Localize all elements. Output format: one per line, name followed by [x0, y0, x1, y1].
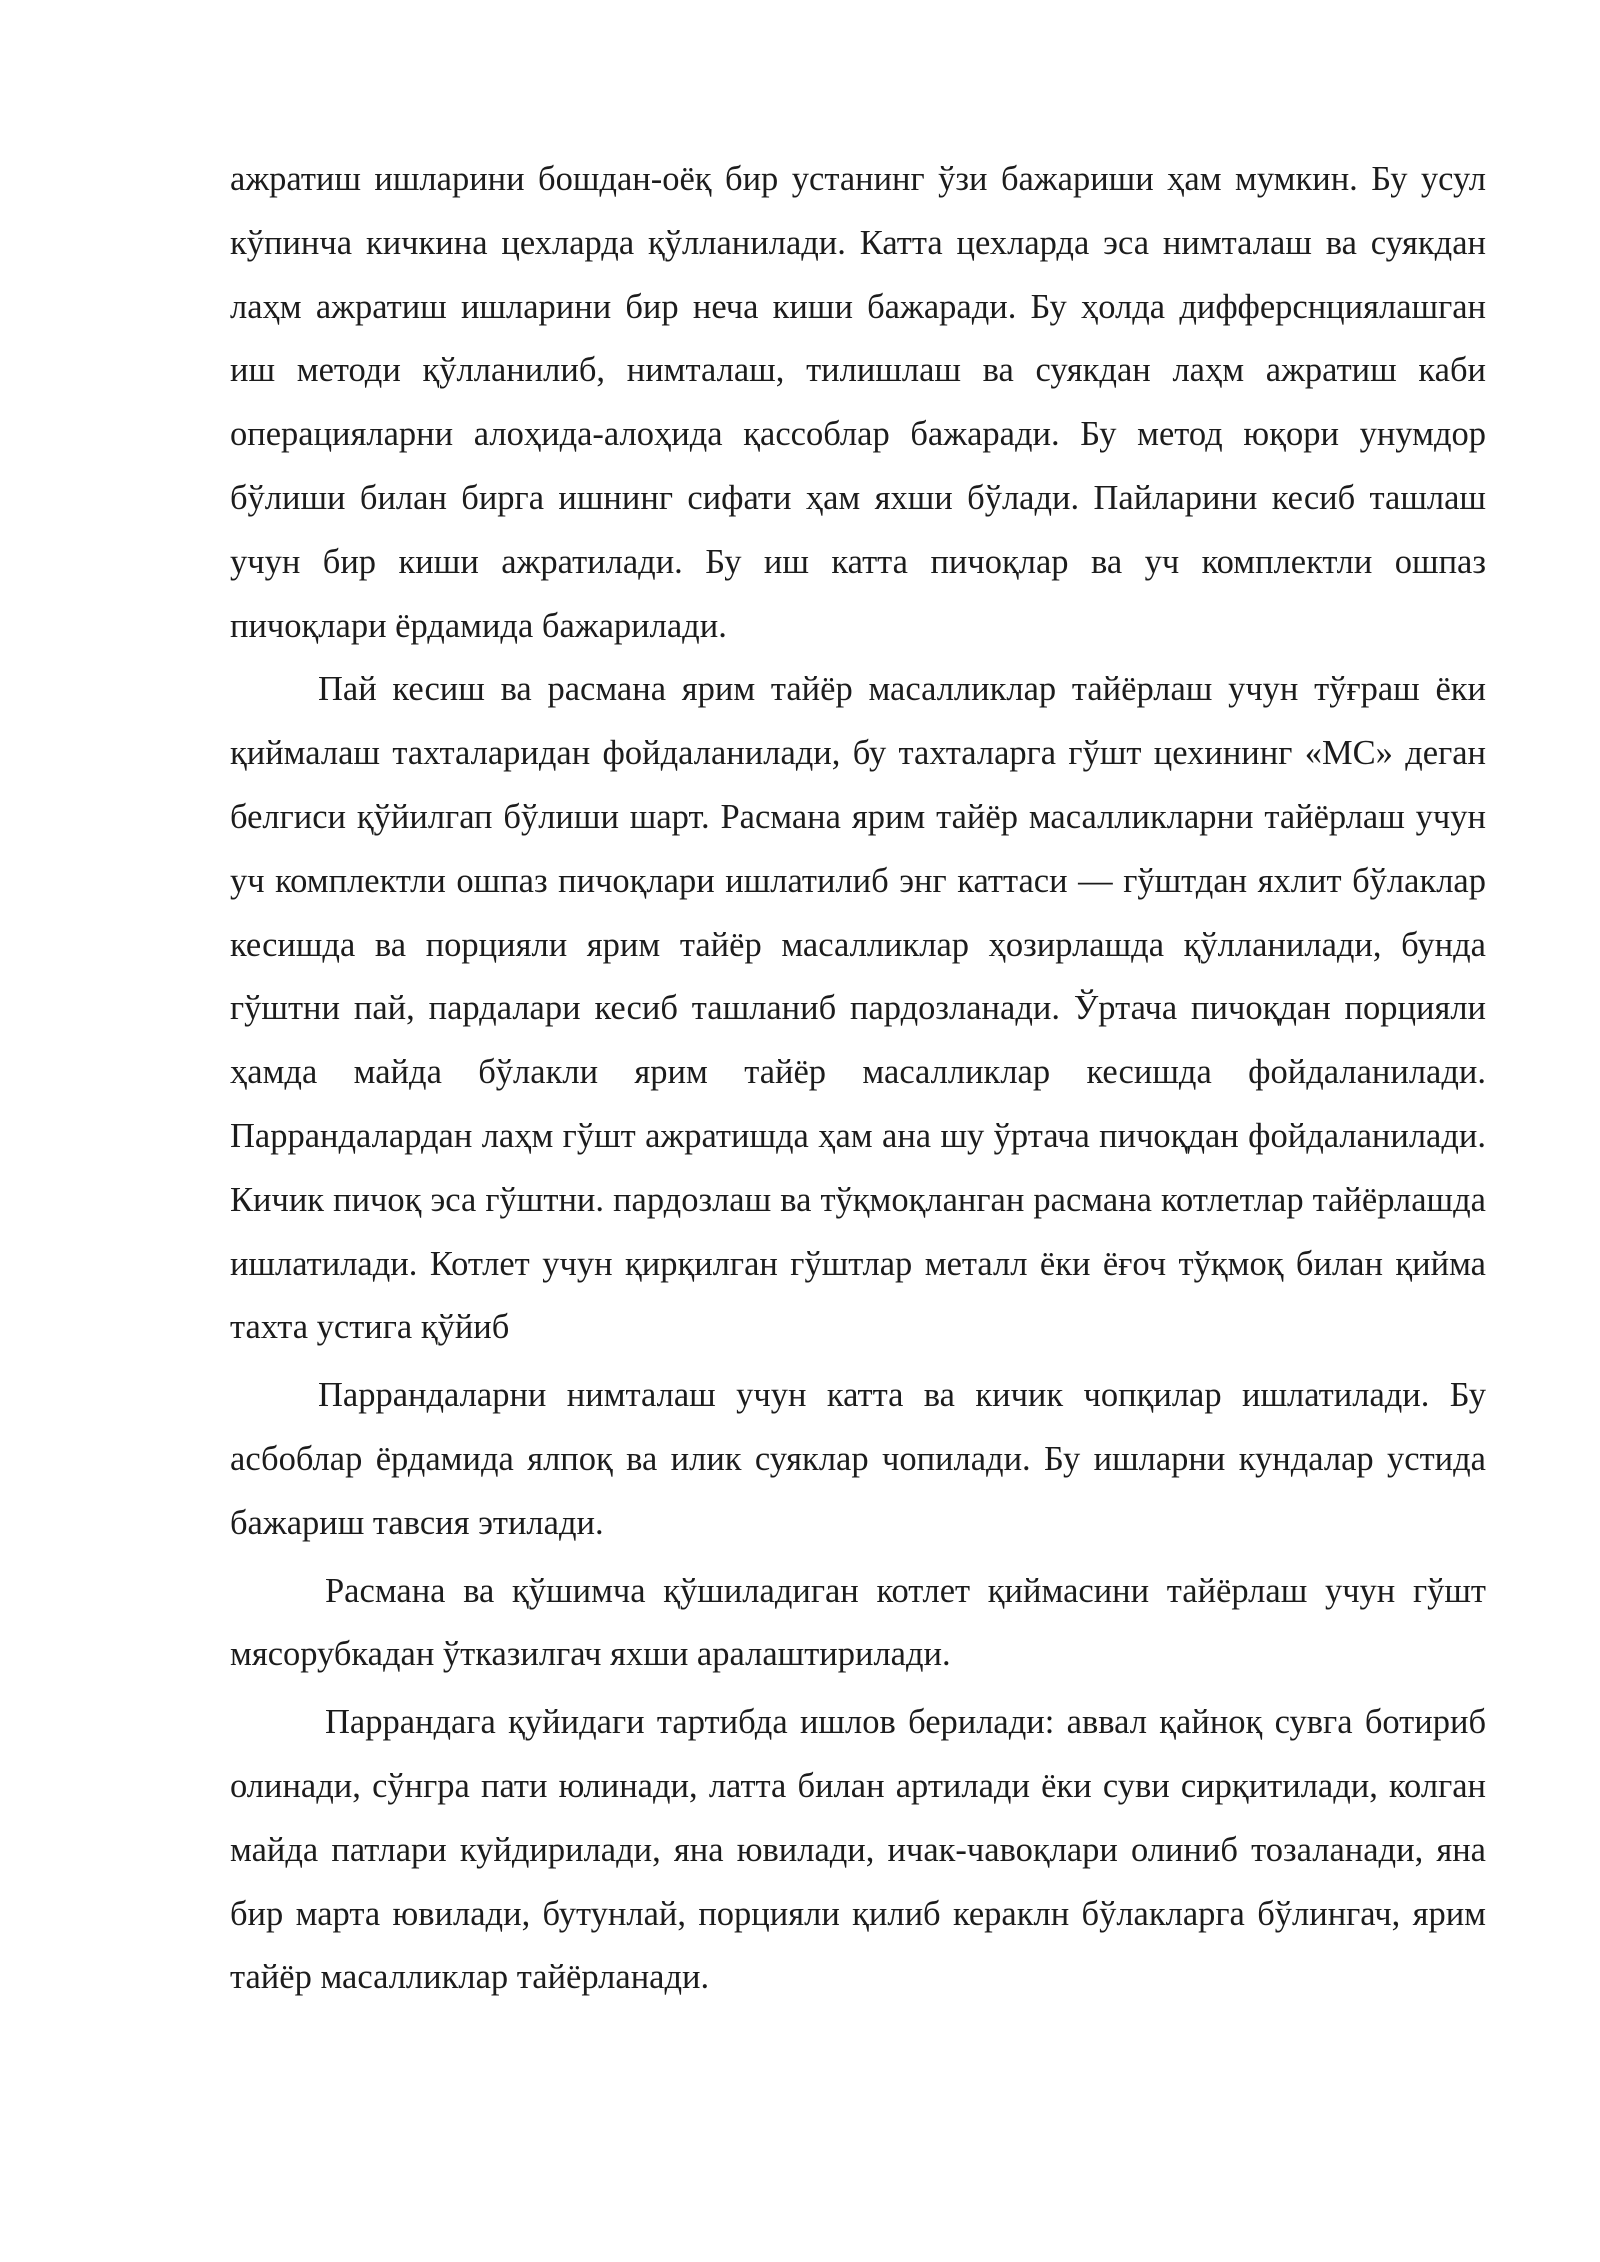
paragraph-2: Пай кесиш ва расмана ярим тайёр масалликлар тайёрлаш учун тўғраш ёки қиймалаш тахталаридан фойдаланилади, бу тахталарга гўшт цехининг «МС» деган белгиси қўйилгап бўлиши шарт. Расмана ярим тайёр масалликларни тайёрлаш учун уч комплектли ошпаз пичоқлари ишлатилиб энг каттаси — гўштдан яхлит бўлаклар кесишда ва порцияли ярим тайёр масалликлар ҳозирлашда қўлланилади, бунда гўштни пай, пардалари кесиб ташланиб пардозланади. Ўртача пичоқдан порцияли ҳамда майда бўлакли ярим тайёр масалликлар кесишда фойдаланилади. Паррандалардан лаҳм гўшт ажратишда ҳам ана шу ўртача пичоқдан фойдаланилади. Кичик пичоқ эса гўштни. пардозлаш ва тўқмоқланган расмана котлетлар тайёрлашда ишлатилади. Котлет учун қирқилган гўштлар металл ёки ёғоч тўқмоқ билан қийма тахта устига қўйиб [230, 670, 1486, 1347]
paragraph-5: Паррандага қуйидаги тартибда ишлов берилади: аввал қайноқ сувга ботириб олинади, сўнгра пати юлинади, латта билан артилади ёки суви сирқитилади, колган майда патлари куйдирилади, яна ювилади, ичак-чавоқлари олиниб тозаланади, яна бир марта ювилади, бутунлай, порцияли қилиб кераклн бўлакларга бўлингач, ярим тайёр масалликлар тайёрланади. [230, 1703, 1486, 1997]
paragraph-3: Паррандаларни нимталаш учун катта ва кичик чопқилар ишлатилади. Бу асбоблар ёрдамида ялпоқ ва илик суяклар чопилади. Бу ишларни кундалар устида бажариш тавсия этилади. [230, 1376, 1486, 1542]
paragraph-4: Расмана ва қўшимча қўшиладиган котлет қиймасини тайёрлаш учун гўшт мясорубкадан ўтказилгач яхши аралаштирилади. [230, 1571, 1486, 1674]
body-text [230, 148, 1486, 2010]
paragraph-1: ажратиш ишларини бошдан-оёқ бир устанинг ўзи бажариши ҳам мумкин. Бу усул кўпинча кичкина цехларда қўлланилади. Катта цехларда эса нимталаш ва суякдан лаҳм ажратиш ишларини бир неча киши бажаради. Бу ҳолда дифферснциялашган иш методи қўлланилиб, нимталаш, тилишлаш ва суякдан лаҳм ажратиш каби операцияларни алоҳида-алоҳида қассоблар бажаради. Бу метод юқори унумдор бўлиши билан бирга ишнинг сифати ҳам яхши бўлади. Пайларини кесиб ташлаш учун бир киши ажратилади. Бу иш катта пичоқлар ва уч комплектли ошпаз пичоқлари ёрдамида бажарилади. [230, 160, 1486, 645]
